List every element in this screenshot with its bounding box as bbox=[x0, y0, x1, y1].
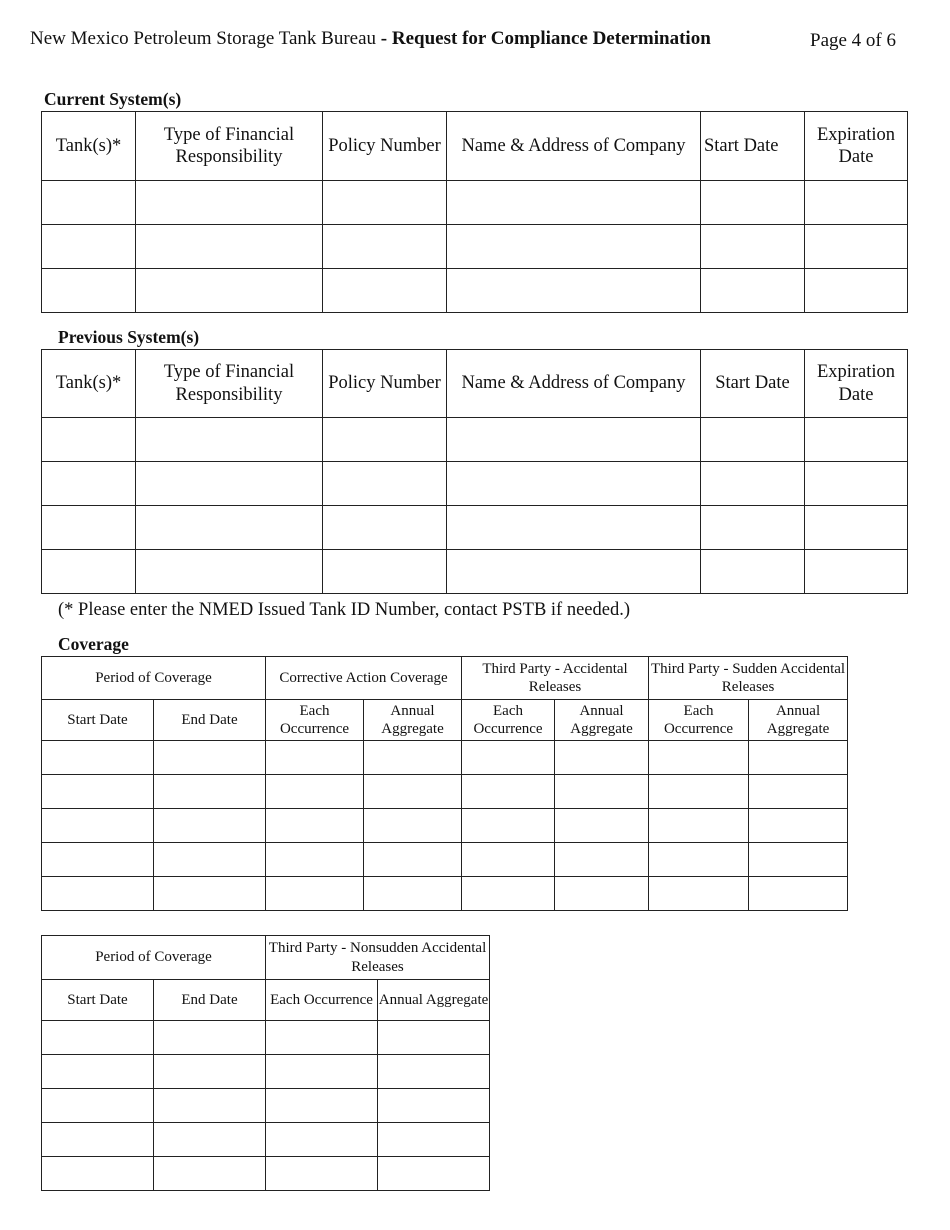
col-end-date: End Date bbox=[154, 700, 266, 741]
input-cell[interactable] bbox=[42, 269, 136, 313]
table-row bbox=[42, 1157, 490, 1191]
col-each-occurrence: Each Occurrence bbox=[649, 700, 749, 741]
input-cell[interactable] bbox=[378, 1157, 490, 1191]
input-cell[interactable] bbox=[266, 775, 364, 809]
input-cell[interactable] bbox=[649, 741, 749, 775]
current-systems-table bbox=[41, 111, 908, 313]
input-cell[interactable] bbox=[42, 1021, 154, 1055]
input-cell[interactable] bbox=[323, 269, 447, 313]
col-each-occurrence: Each Occurrence bbox=[266, 980, 378, 1021]
input-cell[interactable] bbox=[323, 506, 447, 550]
table-header-row bbox=[42, 350, 908, 418]
table-row bbox=[42, 506, 908, 550]
col-company: Name & Address of Company bbox=[447, 350, 701, 418]
tank-id-note: (* Please enter the NMED Issued Tank ID Number, contact PSTB if needed.) bbox=[58, 600, 631, 620]
input-cell[interactable] bbox=[805, 418, 908, 462]
col-fr-type: Type of Financial Responsibility bbox=[136, 112, 323, 181]
input-cell[interactable] bbox=[136, 550, 323, 594]
col-expiration-date: Expiration Date bbox=[805, 350, 908, 418]
col-company: Name & Address of Company bbox=[447, 112, 701, 181]
input-cell[interactable] bbox=[154, 1089, 266, 1123]
input-cell[interactable] bbox=[323, 418, 447, 462]
input-cell[interactable] bbox=[805, 181, 908, 225]
input-cell[interactable] bbox=[378, 1089, 490, 1123]
input-cell[interactable] bbox=[42, 181, 136, 225]
input-cell[interactable] bbox=[749, 775, 848, 809]
col-annual-aggregate: Annual Aggregate bbox=[555, 700, 649, 741]
input-cell[interactable] bbox=[701, 225, 805, 269]
input-cell[interactable] bbox=[42, 1055, 154, 1089]
input-cell[interactable] bbox=[555, 877, 649, 911]
input-cell[interactable] bbox=[323, 225, 447, 269]
table-row bbox=[42, 775, 848, 809]
previous-systems-table bbox=[41, 349, 908, 594]
input-cell[interactable] bbox=[42, 506, 136, 550]
input-cell[interactable] bbox=[136, 462, 323, 506]
current-systems-title: Current System(s) bbox=[44, 89, 182, 109]
input-cell[interactable] bbox=[364, 877, 462, 911]
input-cell[interactable] bbox=[42, 843, 154, 877]
input-cell[interactable] bbox=[154, 809, 266, 843]
table-header-row bbox=[42, 980, 490, 1021]
col-tanks: Tank(s)* bbox=[42, 350, 136, 418]
input-cell[interactable] bbox=[266, 1123, 378, 1157]
input-cell[interactable] bbox=[42, 418, 136, 462]
col-policy-number: Policy Number bbox=[323, 112, 447, 181]
input-cell[interactable] bbox=[462, 877, 555, 911]
table-row bbox=[42, 418, 908, 462]
input-cell[interactable] bbox=[462, 775, 555, 809]
input-cell[interactable] bbox=[649, 809, 749, 843]
input-cell[interactable] bbox=[805, 506, 908, 550]
form-title: - Request for Compliance Determination bbox=[380, 28, 711, 49]
input-cell[interactable] bbox=[154, 1123, 266, 1157]
input-cell[interactable] bbox=[266, 843, 364, 877]
table-row bbox=[42, 225, 908, 269]
input-cell[interactable] bbox=[42, 1089, 154, 1123]
table-header-row bbox=[42, 112, 908, 181]
input-cell[interactable] bbox=[649, 877, 749, 911]
page-header bbox=[30, 28, 711, 50]
table-row bbox=[42, 843, 848, 877]
input-cell[interactable] bbox=[42, 462, 136, 506]
col-end-date: End Date bbox=[154, 980, 266, 1021]
input-cell[interactable] bbox=[42, 809, 154, 843]
col-policy-number: Policy Number bbox=[323, 350, 447, 418]
input-cell[interactable] bbox=[154, 877, 266, 911]
input-cell[interactable] bbox=[154, 741, 266, 775]
input-cell[interactable] bbox=[701, 269, 805, 313]
input-cell[interactable] bbox=[364, 843, 462, 877]
input-cell[interactable] bbox=[555, 809, 649, 843]
col-each-occurrence: Each Occurrence bbox=[266, 700, 364, 741]
table-row bbox=[42, 1021, 490, 1055]
input-cell[interactable] bbox=[136, 269, 323, 313]
input-cell[interactable] bbox=[42, 225, 136, 269]
col-expiration-date: Expiration Date bbox=[805, 112, 908, 181]
table-row bbox=[42, 741, 848, 775]
input-cell[interactable] bbox=[462, 809, 555, 843]
input-cell[interactable] bbox=[42, 775, 154, 809]
input-cell[interactable] bbox=[749, 809, 848, 843]
input-cell[interactable] bbox=[555, 843, 649, 877]
input-cell[interactable] bbox=[447, 181, 701, 225]
col-start-date: Start Date bbox=[701, 112, 805, 181]
table-row bbox=[42, 269, 908, 313]
table-row bbox=[42, 462, 908, 506]
previous-systems-title: Previous System(s) bbox=[58, 327, 200, 347]
input-cell[interactable] bbox=[154, 1157, 266, 1191]
input-cell[interactable] bbox=[266, 1089, 378, 1123]
input-cell[interactable] bbox=[649, 843, 749, 877]
group-period: Period of Coverage bbox=[42, 936, 266, 980]
input-cell[interactable] bbox=[364, 775, 462, 809]
col-start-date: Start Date bbox=[42, 700, 154, 741]
col-fr-type: Type of Financial Responsibility bbox=[136, 350, 323, 418]
input-cell[interactable] bbox=[805, 225, 908, 269]
input-cell[interactable] bbox=[364, 809, 462, 843]
input-cell[interactable] bbox=[323, 462, 447, 506]
coverage-title: Coverage bbox=[58, 634, 129, 654]
input-cell[interactable] bbox=[447, 418, 701, 462]
input-cell[interactable] bbox=[42, 1157, 154, 1191]
input-cell[interactable] bbox=[378, 1055, 490, 1089]
col-tanks: Tank(s)* bbox=[42, 112, 136, 181]
col-annual-aggregate: Annual Aggregate bbox=[378, 980, 490, 1021]
table-row bbox=[42, 809, 848, 843]
input-cell[interactable] bbox=[136, 181, 323, 225]
group-corrective: Corrective Action Coverage bbox=[266, 657, 462, 700]
input-cell[interactable] bbox=[136, 418, 323, 462]
input-cell[interactable] bbox=[42, 550, 136, 594]
input-cell[interactable] bbox=[447, 550, 701, 594]
col-annual-aggregate: Annual Aggregate bbox=[749, 700, 848, 741]
input-cell[interactable] bbox=[447, 225, 701, 269]
input-cell[interactable] bbox=[701, 506, 805, 550]
input-cell[interactable] bbox=[42, 741, 154, 775]
input-cell[interactable] bbox=[447, 269, 701, 313]
input-cell[interactable] bbox=[462, 741, 555, 775]
input-cell[interactable] bbox=[649, 775, 749, 809]
input-cell[interactable] bbox=[805, 550, 908, 594]
group-third-nonsudden: Third Party - Nonsudden Accidental Releases bbox=[266, 936, 490, 980]
table-row bbox=[42, 181, 908, 225]
input-cell[interactable] bbox=[555, 741, 649, 775]
input-cell[interactable] bbox=[364, 741, 462, 775]
col-start-date: Start Date bbox=[42, 980, 154, 1021]
page-number: Page 4 of 6 bbox=[810, 30, 897, 51]
col-each-occurrence: Each Occurrence bbox=[462, 700, 555, 741]
input-cell[interactable] bbox=[555, 775, 649, 809]
table-group-header-row bbox=[42, 936, 490, 980]
table-row bbox=[42, 1089, 490, 1123]
input-cell[interactable] bbox=[701, 418, 805, 462]
table-header-row bbox=[42, 700, 848, 741]
input-cell[interactable] bbox=[154, 775, 266, 809]
table-group-header-row bbox=[42, 657, 848, 700]
group-third-sudden: Third Party - Sudden Accidental Releases bbox=[649, 657, 848, 700]
input-cell[interactable] bbox=[749, 741, 848, 775]
group-third-accidental: Third Party - Accidental Releases bbox=[462, 657, 649, 700]
input-cell[interactable] bbox=[323, 181, 447, 225]
table-row bbox=[42, 877, 848, 911]
input-cell[interactable] bbox=[749, 843, 848, 877]
input-cell[interactable] bbox=[462, 843, 555, 877]
input-cell[interactable] bbox=[154, 1021, 266, 1055]
input-cell[interactable] bbox=[701, 181, 805, 225]
input-cell[interactable] bbox=[447, 506, 701, 550]
nonsudden-coverage-table bbox=[41, 935, 490, 1191]
input-cell[interactable] bbox=[701, 550, 805, 594]
input-cell[interactable] bbox=[266, 1157, 378, 1191]
input-cell[interactable] bbox=[701, 462, 805, 506]
input-cell[interactable] bbox=[136, 506, 323, 550]
input-cell[interactable] bbox=[154, 1055, 266, 1089]
input-cell[interactable] bbox=[42, 877, 154, 911]
table-row bbox=[42, 1123, 490, 1157]
input-cell[interactable] bbox=[323, 550, 447, 594]
input-cell[interactable] bbox=[266, 1055, 378, 1089]
coverage-table bbox=[41, 656, 848, 911]
input-cell[interactable] bbox=[805, 462, 908, 506]
group-period: Period of Coverage bbox=[42, 657, 266, 700]
col-annual-aggregate: Annual Aggregate bbox=[364, 700, 462, 741]
col-start-date: Start Date bbox=[701, 350, 805, 418]
bureau-name: New Mexico Petroleum Storage Tank Bureau bbox=[30, 28, 377, 49]
input-cell[interactable] bbox=[447, 462, 701, 506]
input-cell[interactable] bbox=[266, 1021, 378, 1055]
input-cell[interactable] bbox=[266, 741, 364, 775]
input-cell[interactable] bbox=[154, 843, 266, 877]
table-row bbox=[42, 550, 908, 594]
input-cell[interactable] bbox=[266, 877, 364, 911]
input-cell[interactable] bbox=[805, 269, 908, 313]
input-cell[interactable] bbox=[749, 877, 848, 911]
input-cell[interactable] bbox=[378, 1021, 490, 1055]
input-cell[interactable] bbox=[42, 1123, 154, 1157]
input-cell[interactable] bbox=[136, 225, 323, 269]
input-cell[interactable] bbox=[378, 1123, 490, 1157]
input-cell[interactable] bbox=[266, 809, 364, 843]
table-row bbox=[42, 1055, 490, 1089]
